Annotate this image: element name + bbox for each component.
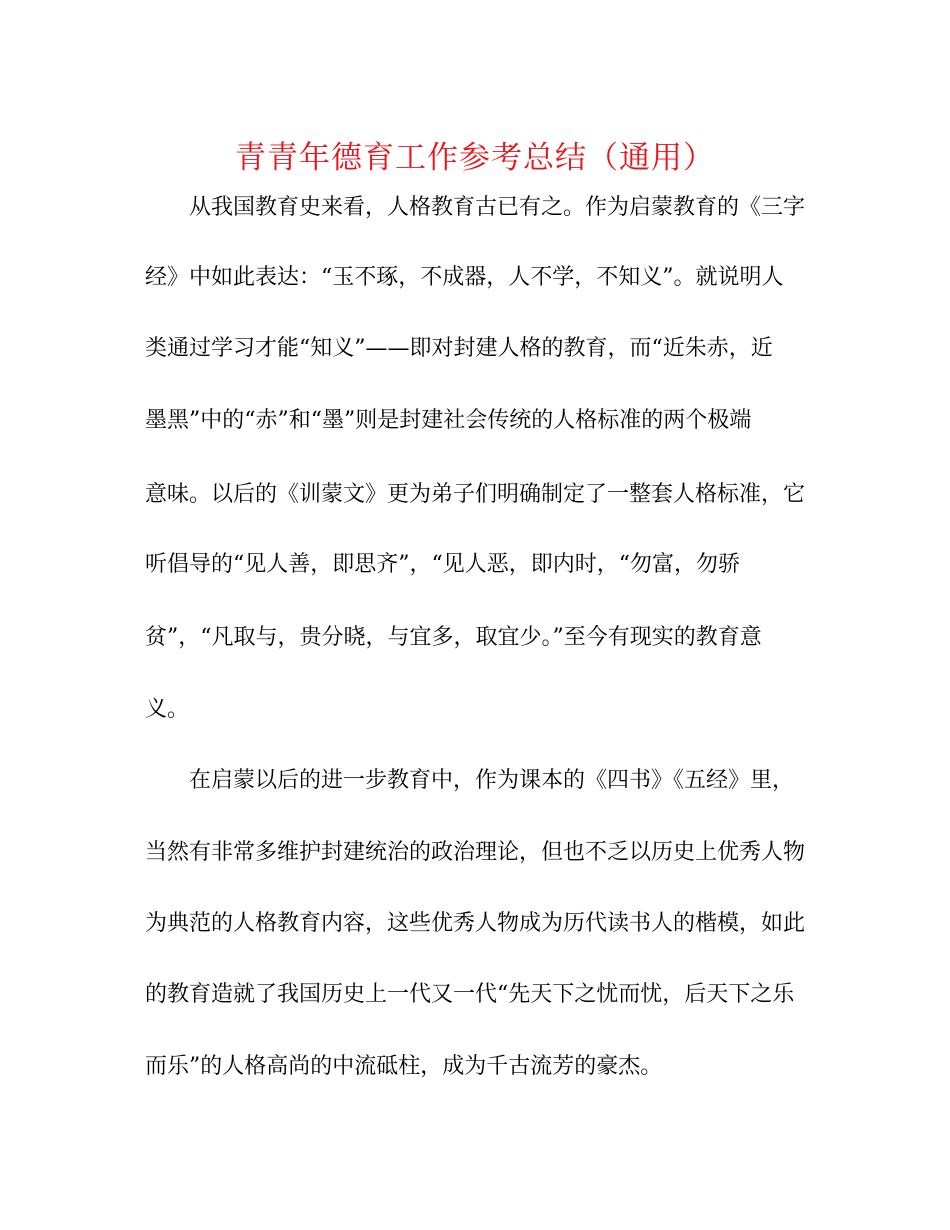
paragraph-line: 意味。以后的《训蒙文》更为弟子们明确制定了一整套人格标准，它 bbox=[145, 482, 805, 507]
paragraph-line: 经》中如此表达：“玉不琢，不成器，人不学，不知义”。就说明人 bbox=[145, 265, 784, 290]
paragraph-line: 类通过学习才能“知义”——即对封建人格的教育，而“近朱赤，近 bbox=[145, 336, 773, 361]
paragraph-line: 当然有非常多维护封建统治的政治理论，但也不乏以历史上优秀人物 bbox=[145, 840, 805, 865]
paragraph-line: 墨黑”中的“赤”和“墨”则是封建社会传统的人格标准的两个极端 bbox=[145, 408, 752, 433]
paragraph-line: 为典范的人格教育内容，这些优秀人物成为历代读书人的楷模，如此 bbox=[145, 911, 805, 936]
paragraph-line: 从我国教育史来看，人格教育古已有之。作为启蒙教育的《三字 bbox=[189, 195, 805, 220]
paragraph-line: 而乐”的人格高尚的中流砥柱，成为千古流芳的豪杰。 bbox=[145, 1054, 663, 1079]
paragraph-line: 义。 bbox=[145, 697, 190, 722]
paragraph-line: 贫”，“凡取与，贵分晓，与宜多，取宜少。”至今有现实的教育意 bbox=[145, 625, 762, 650]
document-title: 青青年德育工作参考总结（通用） bbox=[235, 140, 715, 176]
paragraph-line: 的教育造就了我国历史上一代又一代“先天下之忧而忧，后天下之乐 bbox=[145, 982, 795, 1007]
paragraph-line: 听倡导的“见人善，即思齐”，“见人恶，即内时，“勿富，勿骄 bbox=[145, 552, 740, 577]
paragraph-line: 在启蒙以后的进一步教育中，作为课本的《四书》《五经》里， bbox=[189, 768, 795, 793]
